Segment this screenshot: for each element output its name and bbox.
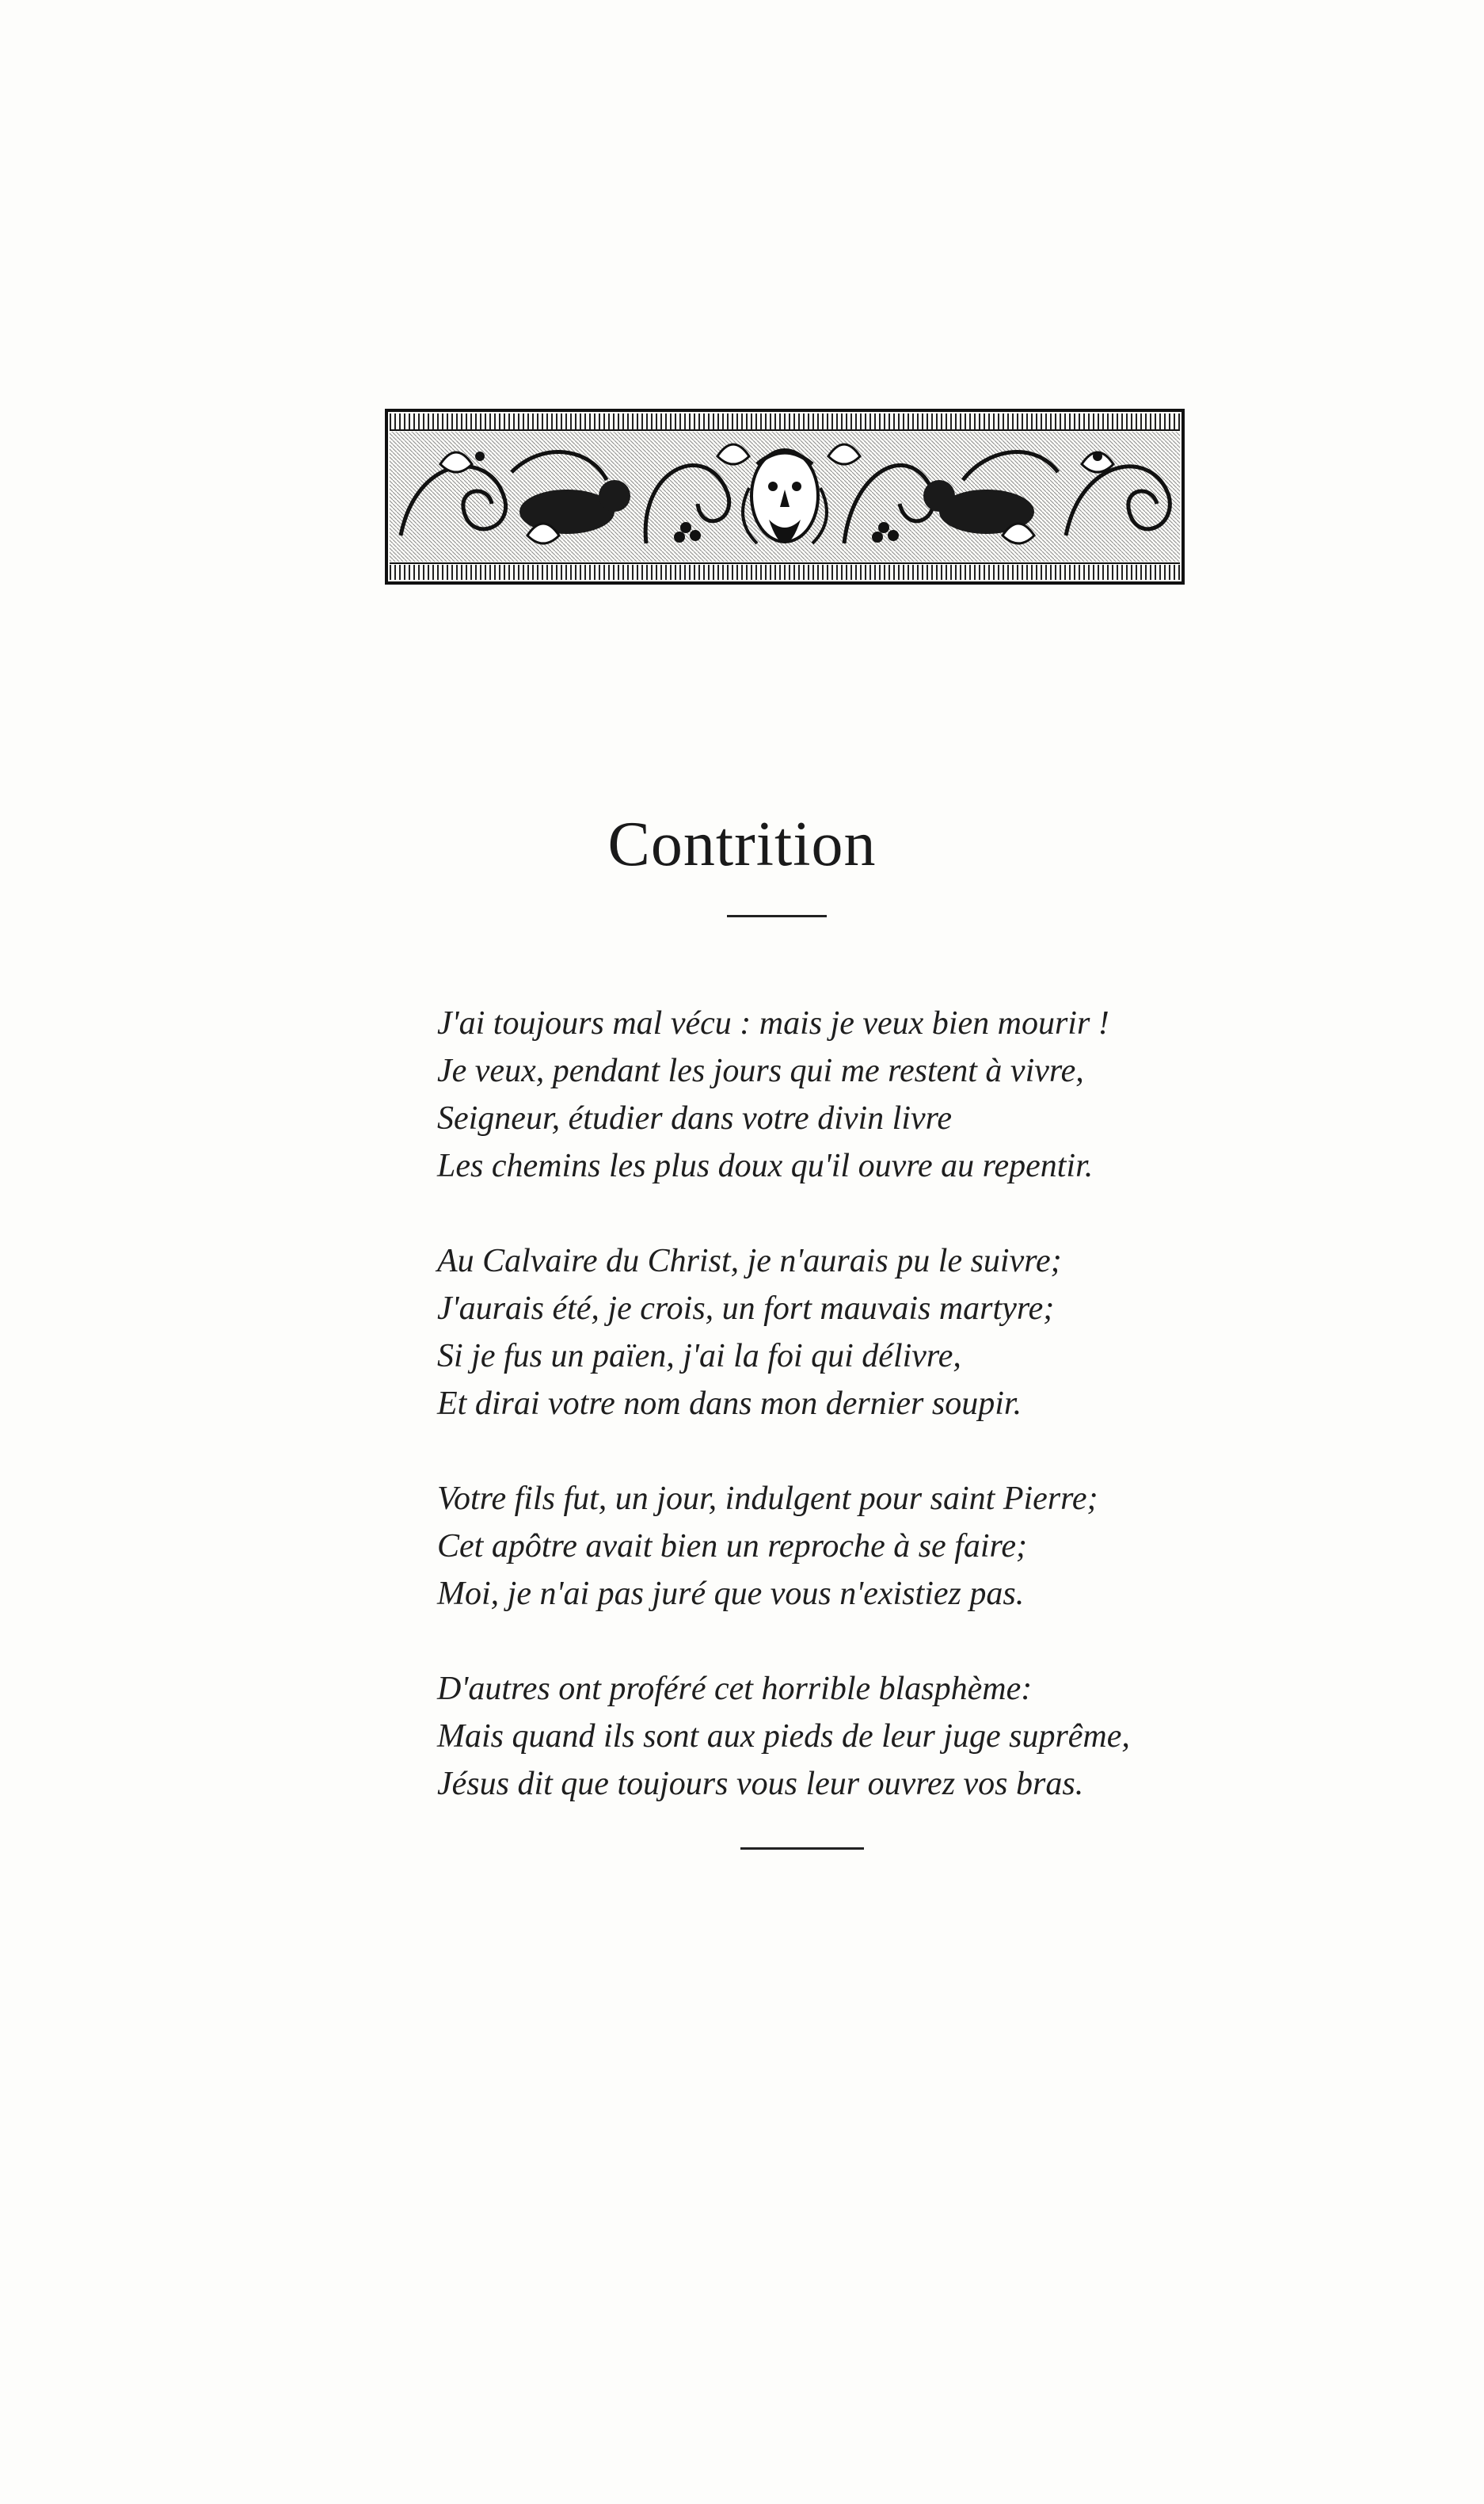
verse-line: Jésus dit que toujours vous leur ouvrez vos bras.: [437, 1766, 1084, 1802]
title-divider: [727, 915, 827, 917]
stanza: [437, 1000, 1229, 1190]
poem-title: Contrition: [607, 809, 877, 879]
stanza: [437, 1237, 1229, 1427]
ornamental-headpiece: [385, 409, 1185, 585]
verse-line: Votre fils fut, un jour, indulgent pour saint Pierre;: [437, 1481, 1098, 1517]
verse-line: J'ai toujours mal vécu : mais je veux bien mourir !: [437, 1005, 1109, 1042]
poem-body: [437, 1000, 1229, 1855]
verse-line: Les chemins les plus doux qu'il ouvre au repentir.: [437, 1148, 1094, 1184]
verse-line: Moi, je n'ai pas juré que vous n'existiez pas.: [437, 1576, 1025, 1612]
verse-line: Seigneur, étudier dans votre divin livre: [437, 1100, 953, 1137]
stanza: [437, 1475, 1229, 1618]
verse-line: J'aurais été, je crois, un fort mauvais martyre;: [437, 1290, 1055, 1327]
verse-line: Et dirai votre nom dans mon dernier soupir.: [437, 1385, 1022, 1422]
verse-line: D'autres ont proféré cet horrible blasphème:: [437, 1671, 1033, 1707]
verse-line: Si je fus un païen, j'ai la foi qui délivre,: [437, 1338, 961, 1374]
headpiece-engraving: [385, 409, 1185, 585]
verse-line: Je veux, pendant les jours qui me restent à vivre,: [437, 1053, 1084, 1089]
end-divider: [740, 1847, 864, 1850]
verse-line: Au Calvaire du Christ, je n'aurais pu le suivre;: [437, 1243, 1062, 1279]
verse-line: Mais quand ils sont aux pieds de leur juge suprême,: [437, 1718, 1130, 1755]
verse-line: Cet apôtre avait bien un reproche à se faire;: [437, 1528, 1027, 1565]
stanza: [437, 1665, 1229, 1808]
